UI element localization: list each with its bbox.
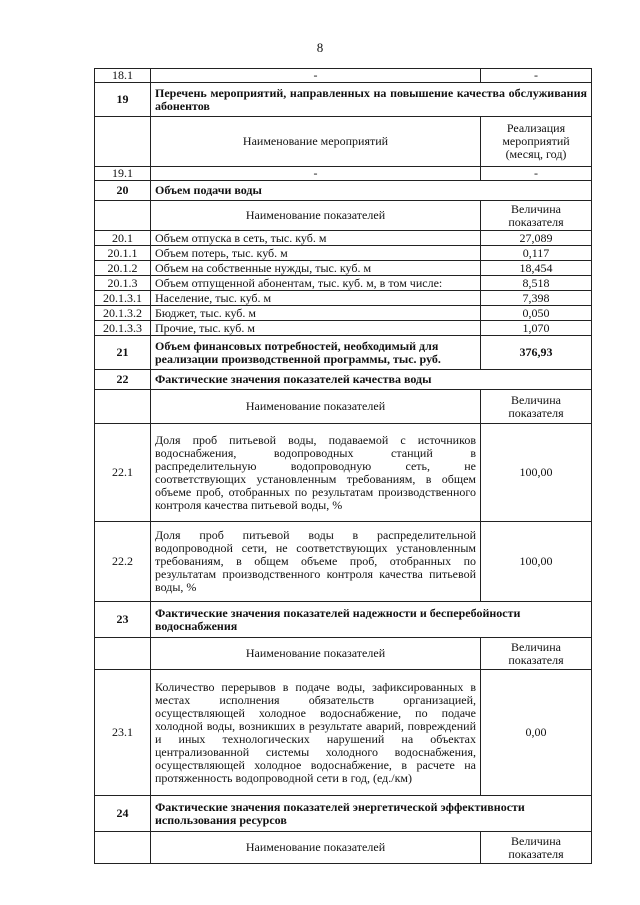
header-name: Наименование показателей xyxy=(151,201,481,231)
row-value: 100,00 xyxy=(481,424,592,522)
row-18-1 xyxy=(95,69,592,83)
row-value: 1,070 xyxy=(481,321,592,336)
row-number: 20.1.3.2 xyxy=(95,306,151,321)
section-23-header-row xyxy=(95,638,592,670)
section-number: 21 xyxy=(95,336,151,370)
section-title: Фактические значения показателей энергетической эффективности использования ресурсов xyxy=(151,796,592,832)
section-19-header-row xyxy=(95,117,592,167)
row-number: 20.1.3.3 xyxy=(95,321,151,336)
table-row xyxy=(95,276,592,291)
header-name: Наименование мероприятий xyxy=(151,117,481,167)
header-value: Величина показателя xyxy=(481,638,592,670)
section-20-title-row xyxy=(95,181,592,201)
section-24-header-row xyxy=(95,832,592,864)
row-name: Объем потерь, тыс. куб. м xyxy=(151,246,481,261)
row-name: Объем на собственные нужды, тыс. куб. м xyxy=(151,261,481,276)
production-program-table xyxy=(94,68,592,864)
row-name: Объем отпуска в сеть, тыс. куб. м xyxy=(151,231,481,246)
section-number: 23 xyxy=(95,602,151,638)
row-number: 22.1 xyxy=(95,424,151,522)
section-22-title-row xyxy=(95,370,592,390)
empty-cell xyxy=(95,832,151,864)
section-title: Объем финансовых потребностей, необходимый для реализации производственной программы, тыс. руб. xyxy=(151,336,481,370)
row-number: 20.1.3.1 xyxy=(95,291,151,306)
table-row xyxy=(95,424,592,522)
row-name: Бюджет, тыс. куб. м xyxy=(151,306,481,321)
header-value: Реализация мероприятий (месяц, год) xyxy=(481,117,592,167)
section-number: 19 xyxy=(95,83,151,117)
row-value: 0,00 xyxy=(481,670,592,796)
row-name: Прочие, тыс. куб. м xyxy=(151,321,481,336)
table-row xyxy=(95,231,592,246)
header-value: Величина показателя xyxy=(481,390,592,424)
section-24-title-row xyxy=(95,796,592,832)
row-value: 376,93 xyxy=(481,336,592,370)
row-19-1 xyxy=(95,167,592,181)
row-number: 20.1 xyxy=(95,231,151,246)
row-number: 23.1 xyxy=(95,670,151,796)
section-19-title-row xyxy=(95,83,592,117)
row-name: Количество перерывов в подаче воды, зафиксированных в местах исполнения обязательств организацией, осуществляющей холодное водоснабжение, по подаче холодной воды, возникших в результате аварий, повреждений и иных технологических нарушений на объектах централизованной системы холодного водоснабжения, осуществляющей холодное водоснабжение, в расчете на протяженность водопроводной сети в год, (ед./км) xyxy=(151,670,481,796)
row-value: 27,089 xyxy=(481,231,592,246)
table-row xyxy=(95,246,592,261)
section-number: 20 xyxy=(95,181,151,201)
section-title: Объем подачи воды xyxy=(151,181,592,201)
section-title: Фактические значения показателей надежности и бесперебойности водоснабжения xyxy=(151,602,592,638)
section-20-header-row xyxy=(95,201,592,231)
header-value: Величина показателя xyxy=(481,832,592,864)
row-name: Доля проб питьевой воды, подаваемой с источников водоснабжения, водопроводных станций в распределительную водопроводную сеть, не соответствующих установленным требованиям, в общем объеме проб, отобранных по результатам производственного контроля качества питьевой воды, % xyxy=(151,424,481,522)
empty-cell xyxy=(95,638,151,670)
section-22-header-row xyxy=(95,390,592,424)
row-name: Объем отпущенной абонентам, тыс. куб. м, в том числе: xyxy=(151,276,481,291)
row-number: 19.1 xyxy=(95,167,151,181)
section-title: Перечень мероприятий, направленных на повышение качества обслуживания абонентов xyxy=(151,83,592,117)
row-value: 0,117 xyxy=(481,246,592,261)
row-value: 8,518 xyxy=(481,276,592,291)
header-name: Наименование показателей xyxy=(151,390,481,424)
empty-cell xyxy=(95,390,151,424)
section-number: 22 xyxy=(95,370,151,390)
row-number: 22.2 xyxy=(95,522,151,602)
section-title: Фактические значения показателей качества воды xyxy=(151,370,592,390)
table-row xyxy=(95,321,592,336)
row-value: - xyxy=(481,69,592,83)
row-name: Население, тыс. куб. м xyxy=(151,291,481,306)
empty-cell xyxy=(95,117,151,167)
table-row xyxy=(95,291,592,306)
row-value: 7,398 xyxy=(481,291,592,306)
empty-cell xyxy=(95,201,151,231)
row-number: 20.1.2 xyxy=(95,261,151,276)
row-number: 18.1 xyxy=(95,69,151,83)
row-number: 20.1.1 xyxy=(95,246,151,261)
row-number: 20.1.3 xyxy=(95,276,151,291)
table-row xyxy=(95,306,592,321)
header-name: Наименование показателей xyxy=(151,638,481,670)
header-name: Наименование показателей xyxy=(151,832,481,864)
row-value: 18,454 xyxy=(481,261,592,276)
section-21-row xyxy=(95,336,592,370)
page-number: 8 xyxy=(316,40,324,55)
header-value: Величина показателя xyxy=(481,201,592,231)
row-name: Доля проб питьевой воды в распределительной водопроводной сети, не соответствующих установленным требованиям, в общем объеме проб, отобранных по результатам производственного контроля качества питьевой воды, % xyxy=(151,522,481,602)
row-name: - xyxy=(151,69,481,83)
row-value: 0,050 xyxy=(481,306,592,321)
table-row xyxy=(95,261,592,276)
table-row xyxy=(95,670,592,796)
section-number: 24 xyxy=(95,796,151,832)
table-row xyxy=(95,522,592,602)
section-23-title-row xyxy=(95,602,592,638)
row-value: - xyxy=(481,167,592,181)
row-value: 100,00 xyxy=(481,522,592,602)
row-name: - xyxy=(151,167,481,181)
